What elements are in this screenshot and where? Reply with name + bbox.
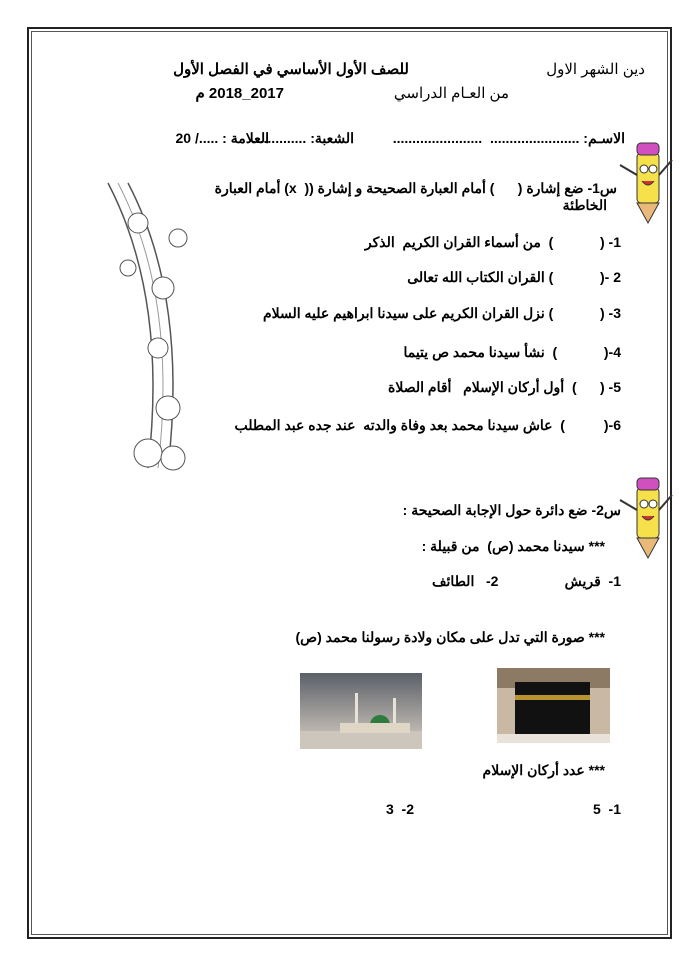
q1-item[interactable]: 2 -( ) القران الكتاب الله تعالى bbox=[407, 269, 621, 285]
q2-sub3: *** عدد أركان الإسلام bbox=[482, 762, 605, 778]
year-label: من العـام الدراسي bbox=[393, 85, 509, 102]
q2-sub1-options[interactable]: 1- قريش 2- الطائف bbox=[432, 573, 621, 589]
q1-item[interactable]: 1- ( ) من أسماء القران الكريم الذكر bbox=[364, 234, 621, 250]
q2-sub2: *** صورة التي تدل على مكان ولادة رسولنا محمد (ص) bbox=[295, 629, 605, 645]
q1-item[interactable]: 3- ( ) نزل القران الكريم على سيدنا ابراهيم عليه السلام bbox=[262, 305, 621, 321]
subject-label: دين الشهر الاول bbox=[546, 61, 645, 78]
q2-sub3-options[interactable]: 1- 5 2- 3 bbox=[385, 801, 621, 817]
pencil-mascot-icon bbox=[617, 135, 675, 225]
kaaba-photo[interactable] bbox=[497, 668, 610, 743]
q1-title: س1- ضع إشارة ( ) أمام العبارة الصحيحة و إشارة (( x) أمام العبارة bbox=[214, 180, 617, 196]
q2-sub1: *** سيدنا محمد (ص) من قبيلة : bbox=[421, 538, 605, 554]
q1-item[interactable]: 5- ( ) أول أركان الإسلام أقام الصلاة bbox=[388, 379, 621, 395]
rainbow-clouds-illustration bbox=[88, 178, 198, 473]
q2-title: س2- ضع دائرة حول الإجابة الصحيحة : bbox=[402, 502, 621, 518]
mosque-photo[interactable] bbox=[300, 673, 422, 749]
pencil-mascot-icon bbox=[617, 470, 675, 560]
grade-label: للصف الأول الأساسي في الفصل الأول bbox=[173, 61, 409, 78]
q1-item[interactable]: 6-( ) عاش سيدنا محمد بعد وفاة والدته عند جده عبد المطلب bbox=[234, 417, 621, 433]
name-field[interactable]: الاسـم: ....................... ....................... bbox=[392, 130, 625, 146]
school-year: 2017_2018 م bbox=[195, 85, 284, 102]
q1-item[interactable]: 4-( ) نشأ سيدنا محمد ص يتيما bbox=[403, 344, 621, 360]
mark-field: العلامة : ...../ 20 bbox=[175, 130, 269, 146]
q1-title-cont: الخاطئة bbox=[562, 197, 607, 213]
section-field[interactable]: الشعبة: .............. bbox=[251, 130, 354, 146]
